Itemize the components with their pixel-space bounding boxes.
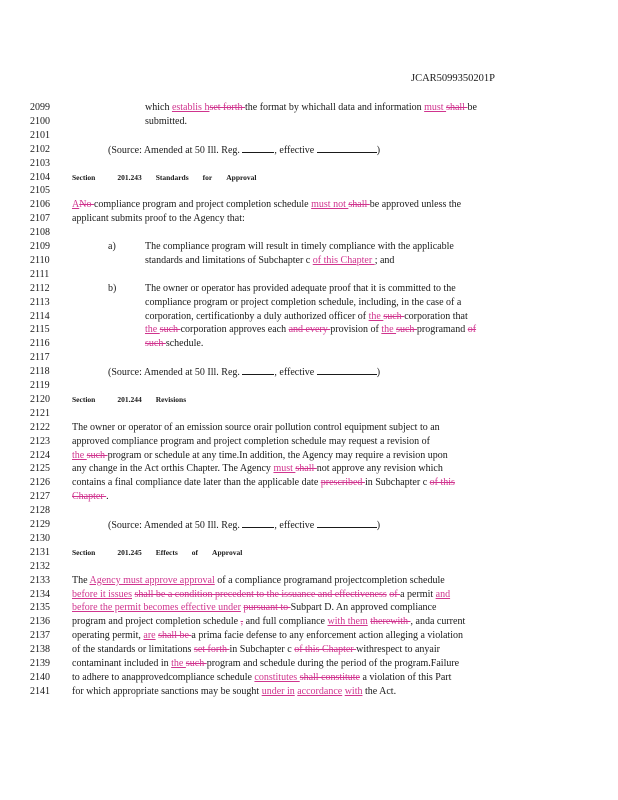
line-number: 2125 [30,463,50,475]
line-number: 2123 [30,435,50,447]
text-run: Section [72,172,96,182]
line-2101 [30,129,570,142]
inserted-text: are [143,630,156,642]
line-2137 [30,629,570,642]
text-run: standards and limitations of Subchapter c [145,254,313,266]
line-number: 2130 [30,532,50,544]
line-number: 2136 [30,616,50,628]
line-2102 [30,143,570,156]
text-run: b) [108,282,117,294]
line-2130 [30,532,570,545]
text-run: contains a final compliance date later than the applicable date [72,477,321,489]
section-heading [72,546,256,559]
deleted-text: such [159,324,181,336]
line-2114 [30,310,570,323]
inserted-text: with them [327,616,368,628]
line-number: 2131 [30,546,50,558]
text-run: a permit [400,588,436,600]
line-number: 2124 [30,449,50,461]
line-text [72,476,455,489]
inserted-text: of this Chapter [312,254,375,266]
text-run: corporation approves each [180,324,289,336]
inserted-text: with [344,685,363,697]
text-run: , effective [274,520,317,531]
line-text [72,435,430,448]
line-number: 2103 [30,157,50,169]
line-text [72,574,445,587]
text-run: a violation of this Part [359,671,452,683]
fill-in-blank [317,143,377,153]
inserted-text: under in [261,685,295,697]
deleted-text: prescribed [320,477,365,489]
text-run: in Subchapter c [229,644,295,656]
inserted-text: the [145,324,160,336]
line-number: 2122 [30,421,50,433]
line-2141 [30,685,570,698]
text-run: withrespect to anyair [356,644,440,656]
line-text [145,254,394,267]
deleted-text: set forth [209,102,245,113]
line-2113 [30,296,570,309]
text-run: ) [376,367,381,379]
line-2138 [30,643,570,656]
line-text [72,671,451,684]
deleted-text: such [383,310,405,322]
deleted-text: shall [295,463,317,475]
deleted-text: No [79,199,94,211]
line-text [72,449,448,462]
line-2115 [30,323,570,336]
line-number: 2120 [30,393,50,405]
line-2134 [30,588,570,601]
line-number: 2109 [30,241,50,252]
text-run: for which appropriate sanctions may be sought [72,685,262,697]
deleted-text: and every [288,324,331,336]
deleted-text: set forth [193,644,230,656]
inserted-text: establis h [171,102,210,113]
line-2116 [30,337,570,350]
line-number: 2111 [30,268,50,280]
inserted-text: the [368,310,384,322]
text-run: The compliance program will result in timely compliance with the applicable [145,241,454,252]
text-run: The owner or operator has provided adequate proof that it is committed to the [145,282,456,294]
deleted-text: such [86,449,108,461]
line-text [145,240,454,253]
line-text [72,601,436,614]
line-2136 [30,615,570,628]
line-text [72,615,465,628]
text-run: , effective [274,367,317,379]
text-run: and full compliance [243,616,328,628]
deleted-text: therewith [370,616,411,628]
line-number: 2104 [30,171,50,183]
text-run: a) [108,241,116,252]
deleted-text: of [467,324,477,336]
text-run: of [191,547,199,557]
line-number: 2100 [30,115,50,127]
line-2124 [30,449,570,462]
line-text [145,115,187,128]
line-number: 2140 [30,671,50,683]
line-number: 2115 [30,324,50,336]
line-text [108,365,380,378]
line-number: 2121 [30,407,50,419]
text-run: to adhere to anapprovedcompliance schedule [72,671,255,683]
text-run: Effects [155,547,178,557]
deleted-text: shall constitute [299,671,360,683]
line-2125 [30,462,570,475]
deleted-text: such [145,338,166,350]
inserted-text: A [72,199,80,211]
deleted-text: of this [429,477,455,489]
line-number: 2108 [30,227,50,239]
line-number: 2110 [30,254,50,266]
text-run: be approved unless the [369,199,462,211]
inserted-text: the [72,449,87,461]
line-2104 [30,171,570,184]
line-text [145,282,456,295]
text-run: of the standards or limitations [72,644,194,656]
line-number: 2139 [30,658,50,669]
line-2112 [30,282,570,295]
line-2123 [30,435,570,448]
inserted-text: accordance [297,685,343,697]
line-2107 [30,212,570,225]
line-number: 2127 [30,491,50,503]
line-2122 [30,421,570,434]
line-number: 2129 [30,519,50,530]
deleted-text: shall [446,102,468,113]
line-2099 [30,101,570,114]
line-text [72,588,450,601]
text-run: 201.244 [117,394,142,404]
line-number: 2106 [30,199,50,211]
inserted-text: before the permit becomes effective under [72,602,241,614]
text-run: Section [72,394,96,404]
inserted-text: the [381,324,397,336]
line-2128 [30,504,570,517]
text-run: Approval [212,547,243,557]
text-run: submitted. [145,115,187,127]
text-run: compliance program or project completion schedule, including, in the case of a [145,296,462,308]
text-run: The [72,574,90,586]
text-run: corporation, certificationby a duly authorized officer of [145,310,369,322]
deleted-text: , [240,616,244,628]
text-run: applicant submits proof to the Agency that: [72,213,245,225]
deleted-text: shall [348,199,370,211]
line-number: 2132 [30,560,50,572]
line-number: 2119 [30,380,50,391]
line-number: 2102 [30,143,50,155]
inserted-text: must not [311,199,349,211]
line-2100 [30,115,570,128]
line-number: 2117 [30,352,50,364]
line-2135 [30,601,570,614]
section-heading [72,393,200,406]
line-number: 2114 [30,310,50,322]
text-run: 201.243 [117,172,142,182]
text-run: Revisions [155,394,187,404]
line-text [72,629,463,642]
line-number: 2099 [30,102,50,113]
line-text [72,685,396,698]
text-run: The owner or operator of an emission source orair pollution control equipment subject to an [72,421,440,433]
text-run: which [145,102,172,113]
text-run: Standards [155,172,189,182]
fill-in-blank [242,365,274,375]
inserted-text: and [435,588,451,600]
section-heading [72,171,271,184]
text-run: of [214,574,229,586]
deleted-text: of this Chapter [294,644,357,656]
line-2131 [30,546,570,559]
text-run: program and project completion schedule [72,616,241,628]
line-2108 [30,226,570,239]
deleted-text: Chapter [72,491,107,503]
document-id: JCAR5099350201P [411,73,496,84]
text-run: a prima facie defense to any enforcement action alleging a violation [191,630,463,642]
line-text [72,212,245,225]
line-2121 [30,407,570,420]
text-run: ; and [374,254,395,266]
line-text [145,101,477,114]
text-run: program and schedule during the period of the program.Failure [206,658,460,669]
text-run: (Source: Amended at 50 Ill. Reg. [108,520,243,531]
text-run: Section [72,547,96,557]
line-2126 [30,476,570,489]
line-2133 [30,574,570,587]
line-2105 [30,184,570,197]
inserted-text: must [424,102,447,113]
text-run: corporation that [404,310,468,322]
fill-in-blank [317,365,377,375]
line-number: 2128 [30,505,50,517]
line-2109 [30,240,570,253]
line-2119 [30,379,570,392]
line-number: 2116 [30,338,50,350]
line-number: 2105 [30,185,50,197]
inserted-text: constitutes [254,671,300,683]
fill-in-blank [317,518,377,528]
text-run: , anda current [410,616,466,628]
text-run: . [106,491,109,503]
inserted-text: must [273,463,296,475]
text-run: approved compliance program and project completion schedule may request a revision of [72,435,430,447]
line-text [72,462,443,475]
deleted-text: pursuant to [243,602,291,614]
line-text [145,310,468,323]
text-run: for [202,172,213,182]
text-run: program or schedule at any time.In addition, the Agency may require a revision upon [107,449,448,461]
inserted-text: the [171,658,186,669]
line-text [108,240,116,253]
text-run: the format by whichall data and information [245,102,425,113]
deleted-text: such [185,658,207,669]
text-run: in Subchapter c [364,477,430,489]
line-number: 2107 [30,213,50,225]
text-run: the Act. [362,685,397,697]
line-2129 [30,518,570,531]
inserted-text: before it issues [72,588,132,600]
line-text [72,643,440,656]
text-run: (Source: Amended at 50 Ill. Reg. [108,144,243,156]
inserted-text: Agency must approve approval [89,574,215,586]
line-2139 [30,657,570,670]
line-number: 2126 [30,477,50,489]
line-2118 [30,365,570,378]
text-run: Approval [226,172,257,182]
fill-in-blank [242,143,274,153]
text-run: , effective [274,144,317,156]
line-text [145,296,461,309]
text-run: schedule. [165,338,204,350]
deleted-text: of [389,588,401,600]
line-2120 [30,393,570,406]
line-number: 2137 [30,630,50,642]
line-2127 [30,490,570,503]
line-text [72,198,461,211]
line-2103 [30,157,570,170]
line-number: 2138 [30,644,50,656]
line-text [72,490,109,503]
deleted-text: such [396,324,417,336]
text-run: ) [376,520,381,531]
line-2106 [30,198,570,211]
line-text [108,282,116,295]
text-run: ) [376,144,381,156]
line-text [145,337,203,350]
line-2111 [30,268,570,281]
text-run: compliance program and project completion schedule [93,199,312,211]
text-run: provision of [330,324,382,336]
text-run: operating permit, [72,630,144,642]
line-2132 [30,560,570,573]
line-number: 2101 [30,129,50,141]
line-2140 [30,671,570,684]
line-2110 [30,254,570,267]
deleted-text: shall be [158,630,192,642]
text-run: not approve any revision which [316,463,443,475]
line-number: 2118 [30,366,50,378]
line-2117 [30,351,570,364]
text-run: be [467,102,477,113]
text-run: any change in the Act orthis Chapter. The Agency [72,463,274,475]
line-number: 2141 [30,685,50,697]
line-number: 2135 [30,602,50,614]
line-number: 2113 [30,296,50,308]
line-text [72,657,459,670]
line-text [145,323,476,336]
fill-in-blank [242,518,274,528]
line-number: 2112 [30,282,50,294]
text-run: (Source: Amended at 50 Ill. Reg. [108,367,243,379]
line-text [108,143,380,156]
line-number: 2133 [30,574,50,586]
line-text [72,421,440,434]
line-text [108,518,380,531]
deleted-text: shall be a condition precedent to the issuance and effectiveness [134,588,387,600]
text-run: a compliance programand projectcompletion schedule [228,574,445,586]
text-run: 201.245 [117,547,142,557]
text-run: programand [416,324,468,336]
text-run: contaminant included in [72,658,172,669]
line-number: 2134 [30,588,50,600]
text-run: Subpart D. An approved compliance [290,602,437,614]
